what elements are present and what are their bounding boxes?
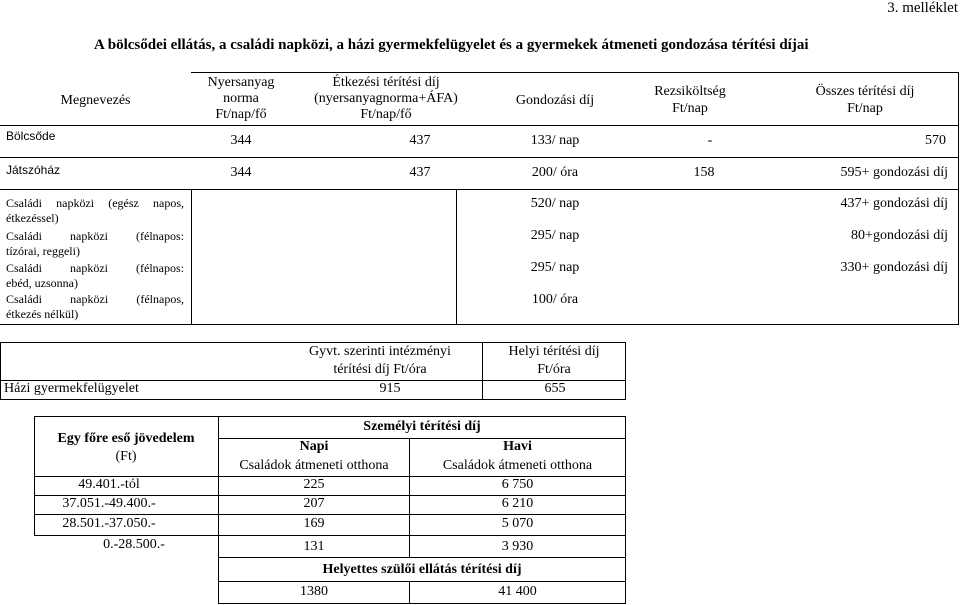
row-label-line1: Családi napközi (egész napos, bbox=[6, 196, 184, 210]
col-gyvt-line1: Gyvt. szerinti intézményi bbox=[309, 344, 451, 359]
cell-care: 295/ nap bbox=[530, 260, 580, 275]
row-label: Bölcsőde bbox=[6, 129, 56, 143]
row-label: Játszóház bbox=[6, 163, 61, 177]
col-raw-line1: Nyersanyag bbox=[207, 75, 275, 90]
cell-care: 295/ nap bbox=[530, 228, 580, 243]
col-raw-header bbox=[191, 75, 291, 123]
cell-total: 330+ gondozási díj bbox=[840, 260, 948, 275]
col-meal-line3: Ft/nap/fő bbox=[360, 107, 412, 122]
cell-local: 655 bbox=[544, 381, 566, 396]
row-label-line1: Családi napközi (félnapos, bbox=[6, 292, 184, 306]
foster-care-header: Helyettes szülői ellátás térítési díj bbox=[322, 562, 522, 577]
monthly-sub-header: Családok átmeneti otthona bbox=[442, 458, 593, 473]
col-gyvt-line2: térítési díj Ft/óra bbox=[333, 362, 427, 377]
cell-overhead: 158 bbox=[693, 165, 715, 180]
cell-raw: 344 bbox=[230, 165, 252, 180]
col-gyvt-header bbox=[290, 343, 470, 379]
cell-care: 133/ nap bbox=[530, 133, 580, 148]
row-label-line2: étkezéssel) bbox=[6, 211, 59, 225]
cell-meal: 437 bbox=[409, 133, 431, 148]
personal-fee-header: Személyi térítési díj bbox=[363, 419, 481, 434]
col-overhead-header bbox=[630, 83, 750, 117]
row-label-line1: Családi napközi (félnapos: bbox=[6, 229, 184, 243]
cell-total: 595+ gondozási díj bbox=[840, 165, 948, 180]
monthly-header: Havi bbox=[503, 439, 532, 454]
col-local-line2: Ft/óra bbox=[537, 362, 571, 377]
col-total-line2: Ft/nap bbox=[847, 101, 883, 116]
cell-daily: 169 bbox=[303, 516, 325, 531]
cell-total: 570 bbox=[925, 133, 946, 148]
row-label-line2: ebéd, uzsonna) bbox=[6, 276, 78, 290]
col-raw-line3: Ft/nap/fő bbox=[215, 107, 267, 122]
cell-monthly: 6 210 bbox=[501, 496, 534, 511]
cell-care: 520/ nap bbox=[530, 196, 580, 211]
col-name-header: Megnevezés bbox=[60, 93, 131, 108]
col-income-header bbox=[34, 430, 218, 466]
row-label: Házi gyermekfelügyelet bbox=[4, 381, 139, 396]
col-income-line2: (Ft) bbox=[115, 449, 137, 464]
cell-meal: 437 bbox=[409, 165, 431, 180]
col-overhead-line1: Rezsiköltség bbox=[654, 84, 726, 99]
col-meal-line1: Étkezési térítési díj bbox=[332, 75, 440, 90]
row-label-line2: étkezés nélkül) bbox=[6, 307, 79, 321]
cell-income: 37.051.-49.400.- bbox=[62, 496, 156, 511]
cell-monthly: 3 930 bbox=[501, 539, 534, 554]
col-total-line1: Összes térítési díj bbox=[815, 84, 915, 99]
cell-care: 200/ óra bbox=[531, 165, 579, 180]
row-label-line2: tízórai, reggeli) bbox=[6, 244, 80, 258]
cell-foster-daily: 1380 bbox=[300, 584, 328, 599]
cell-daily: 131 bbox=[303, 539, 325, 554]
cell-income: 49.401.-tól bbox=[78, 477, 140, 492]
daily-header: Napi bbox=[299, 439, 329, 454]
cell-daily: 225 bbox=[303, 477, 325, 492]
col-overhead-line2: Ft/nap bbox=[672, 101, 708, 116]
cell-total: 437+ gondozási díj bbox=[840, 196, 948, 211]
cell-monthly: 6 750 bbox=[501, 477, 534, 492]
cell-raw: 344 bbox=[230, 133, 252, 148]
row-label-line1: Családi napközi (félnapos: bbox=[6, 261, 184, 275]
annex-label: 3. melléklet bbox=[887, 0, 958, 16]
daily-sub-header: Családok átmeneti otthona bbox=[239, 458, 389, 473]
cell-gyvt: 915 bbox=[379, 381, 401, 396]
cell-foster-monthly: 41 400 bbox=[498, 584, 537, 599]
col-meal-header bbox=[291, 75, 481, 123]
col-income-line1: Egy főre eső jövedelem bbox=[57, 431, 195, 446]
cell-overhead: - bbox=[707, 133, 713, 148]
col-raw-line2: norma bbox=[223, 91, 259, 106]
cell-care: 100/ óra bbox=[531, 292, 579, 307]
col-care-header: Gondozási díj bbox=[515, 93, 595, 108]
col-local-header bbox=[483, 343, 625, 379]
page-title: A bölcsődei ellátás, a családi napközi, a házi gyermekfelügyelet és a gyermekek átmeneti gondozása térítési díjai bbox=[94, 37, 809, 53]
cell-daily: 207 bbox=[303, 496, 325, 511]
cell-income: 28.501.-37.050.- bbox=[62, 516, 156, 531]
col-meal-line2: (nyersanyagnorma+ÁFA) bbox=[314, 91, 458, 106]
cell-monthly: 5 070 bbox=[501, 516, 534, 531]
cell-total: 80+gondozási díj bbox=[851, 228, 948, 243]
cell-income: 0.-28.500.- bbox=[103, 537, 165, 552]
col-local-line1: Helyi térítési díj bbox=[508, 344, 600, 359]
col-total-header bbox=[770, 83, 960, 117]
